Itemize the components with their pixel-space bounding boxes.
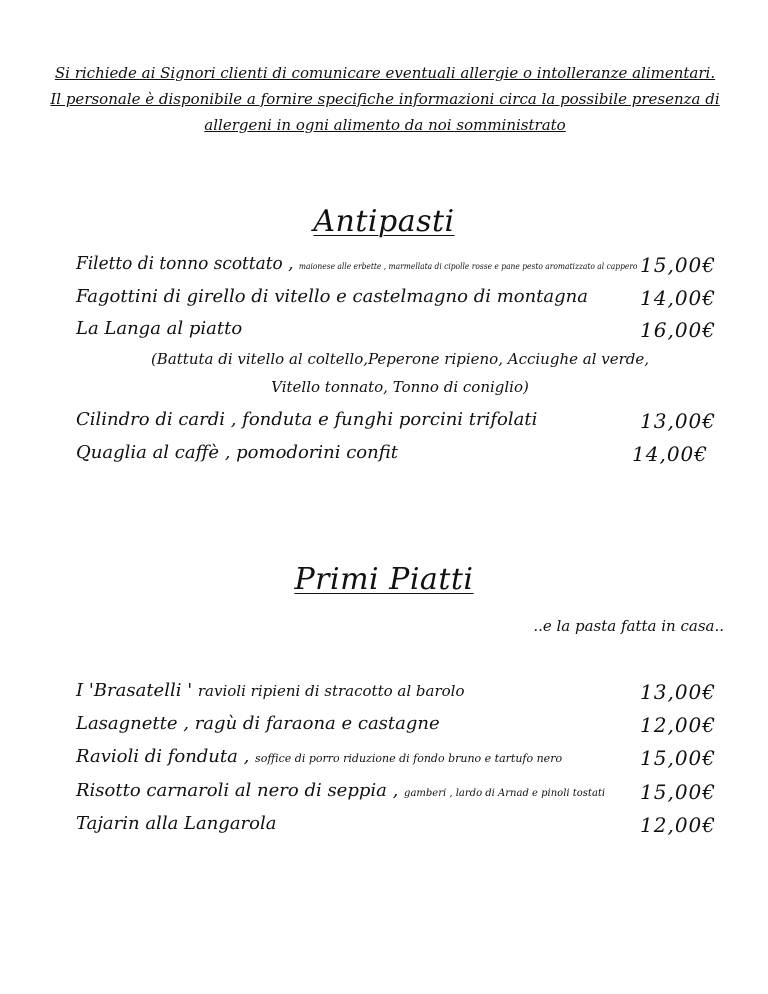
dish-name: Fagottini di girello di vitello e castelmagno di montagna [76,286,588,307]
dish-price: 15,00€ [640,780,716,804]
notice-line-2: Il personale è disponibile a fornire specifiche informazioni circa la possibile presenza di [50,90,720,108]
dish-item [76,680,465,710]
dish-price: 13,00€ [640,409,716,433]
dish-name: Quaglia al caffè , pomodorini confit [76,442,398,463]
dish-item [76,746,562,776]
antipasti-title: Antipasti [313,204,455,239]
dish-item [76,253,637,283]
dish-name: Risotto carnaroli al nero di seppia , [76,780,399,801]
dish-item [76,286,588,316]
primi-title: Primi Piatti [294,562,474,597]
dish-name: Ravioli di fonduta , [76,746,250,767]
dish-price: 13,00€ [640,680,716,704]
dish-note: maionese alle erbette , marmellata di cipolle rosse e pane pesto aromatizzato al cappero [298,262,638,271]
dish-name: La Langa al piatto [76,318,243,339]
dish-item [76,813,277,843]
primi-subtitle: ..e la pasta fatta in casa.. [533,617,724,635]
dish-name: Tajarin alla Langarola [76,813,277,834]
dish-price: 16,00€ [640,318,716,342]
dish-item [76,318,242,348]
dish-name: Filetto di tonno scottato , [76,253,294,274]
dish-price: 15,00€ [640,253,716,277]
dish-price: 15,00€ [640,746,716,770]
dish-item [76,780,605,810]
allergy-notice [40,60,730,138]
notice-line-1: Si richiede ai Signori clienti di comunicare eventuali allergie o intolleranze alimentari. [54,64,716,82]
dish-item [76,409,537,439]
dish-note: soffice di porro riduzione di fondo bruno e tartufo nero [255,752,563,765]
dish-item [76,713,440,743]
dish-note: gamberi , lardo di Arnad e pinoli tostati [404,788,606,799]
langa-note-line-2: Vitello tonnato, Tonno di coniglio) [271,378,529,396]
dish-price: 12,00€ [640,713,716,737]
langa-note-line-1: (Battuta di vitello al coltello,Peperone ripieno, Acciughe al verde, [150,350,650,368]
dish-name: Cilindro di cardi , fonduta e funghi porcini trifolati [76,409,538,430]
dish-item [76,442,398,472]
dish-price: 14,00€ [632,442,708,466]
notice-line-3: allergeni in ogni alimento da noi somministrato [204,116,566,134]
dish-name: Lasagnette , ragù di faraona e castagne [76,713,440,734]
dish-name: I 'Brasatelli ' [76,680,193,701]
dish-price: 12,00€ [640,813,716,837]
dish-note: ravioli ripieni di stracotto al barolo [197,682,465,700]
dish-price: 14,00€ [640,286,716,310]
